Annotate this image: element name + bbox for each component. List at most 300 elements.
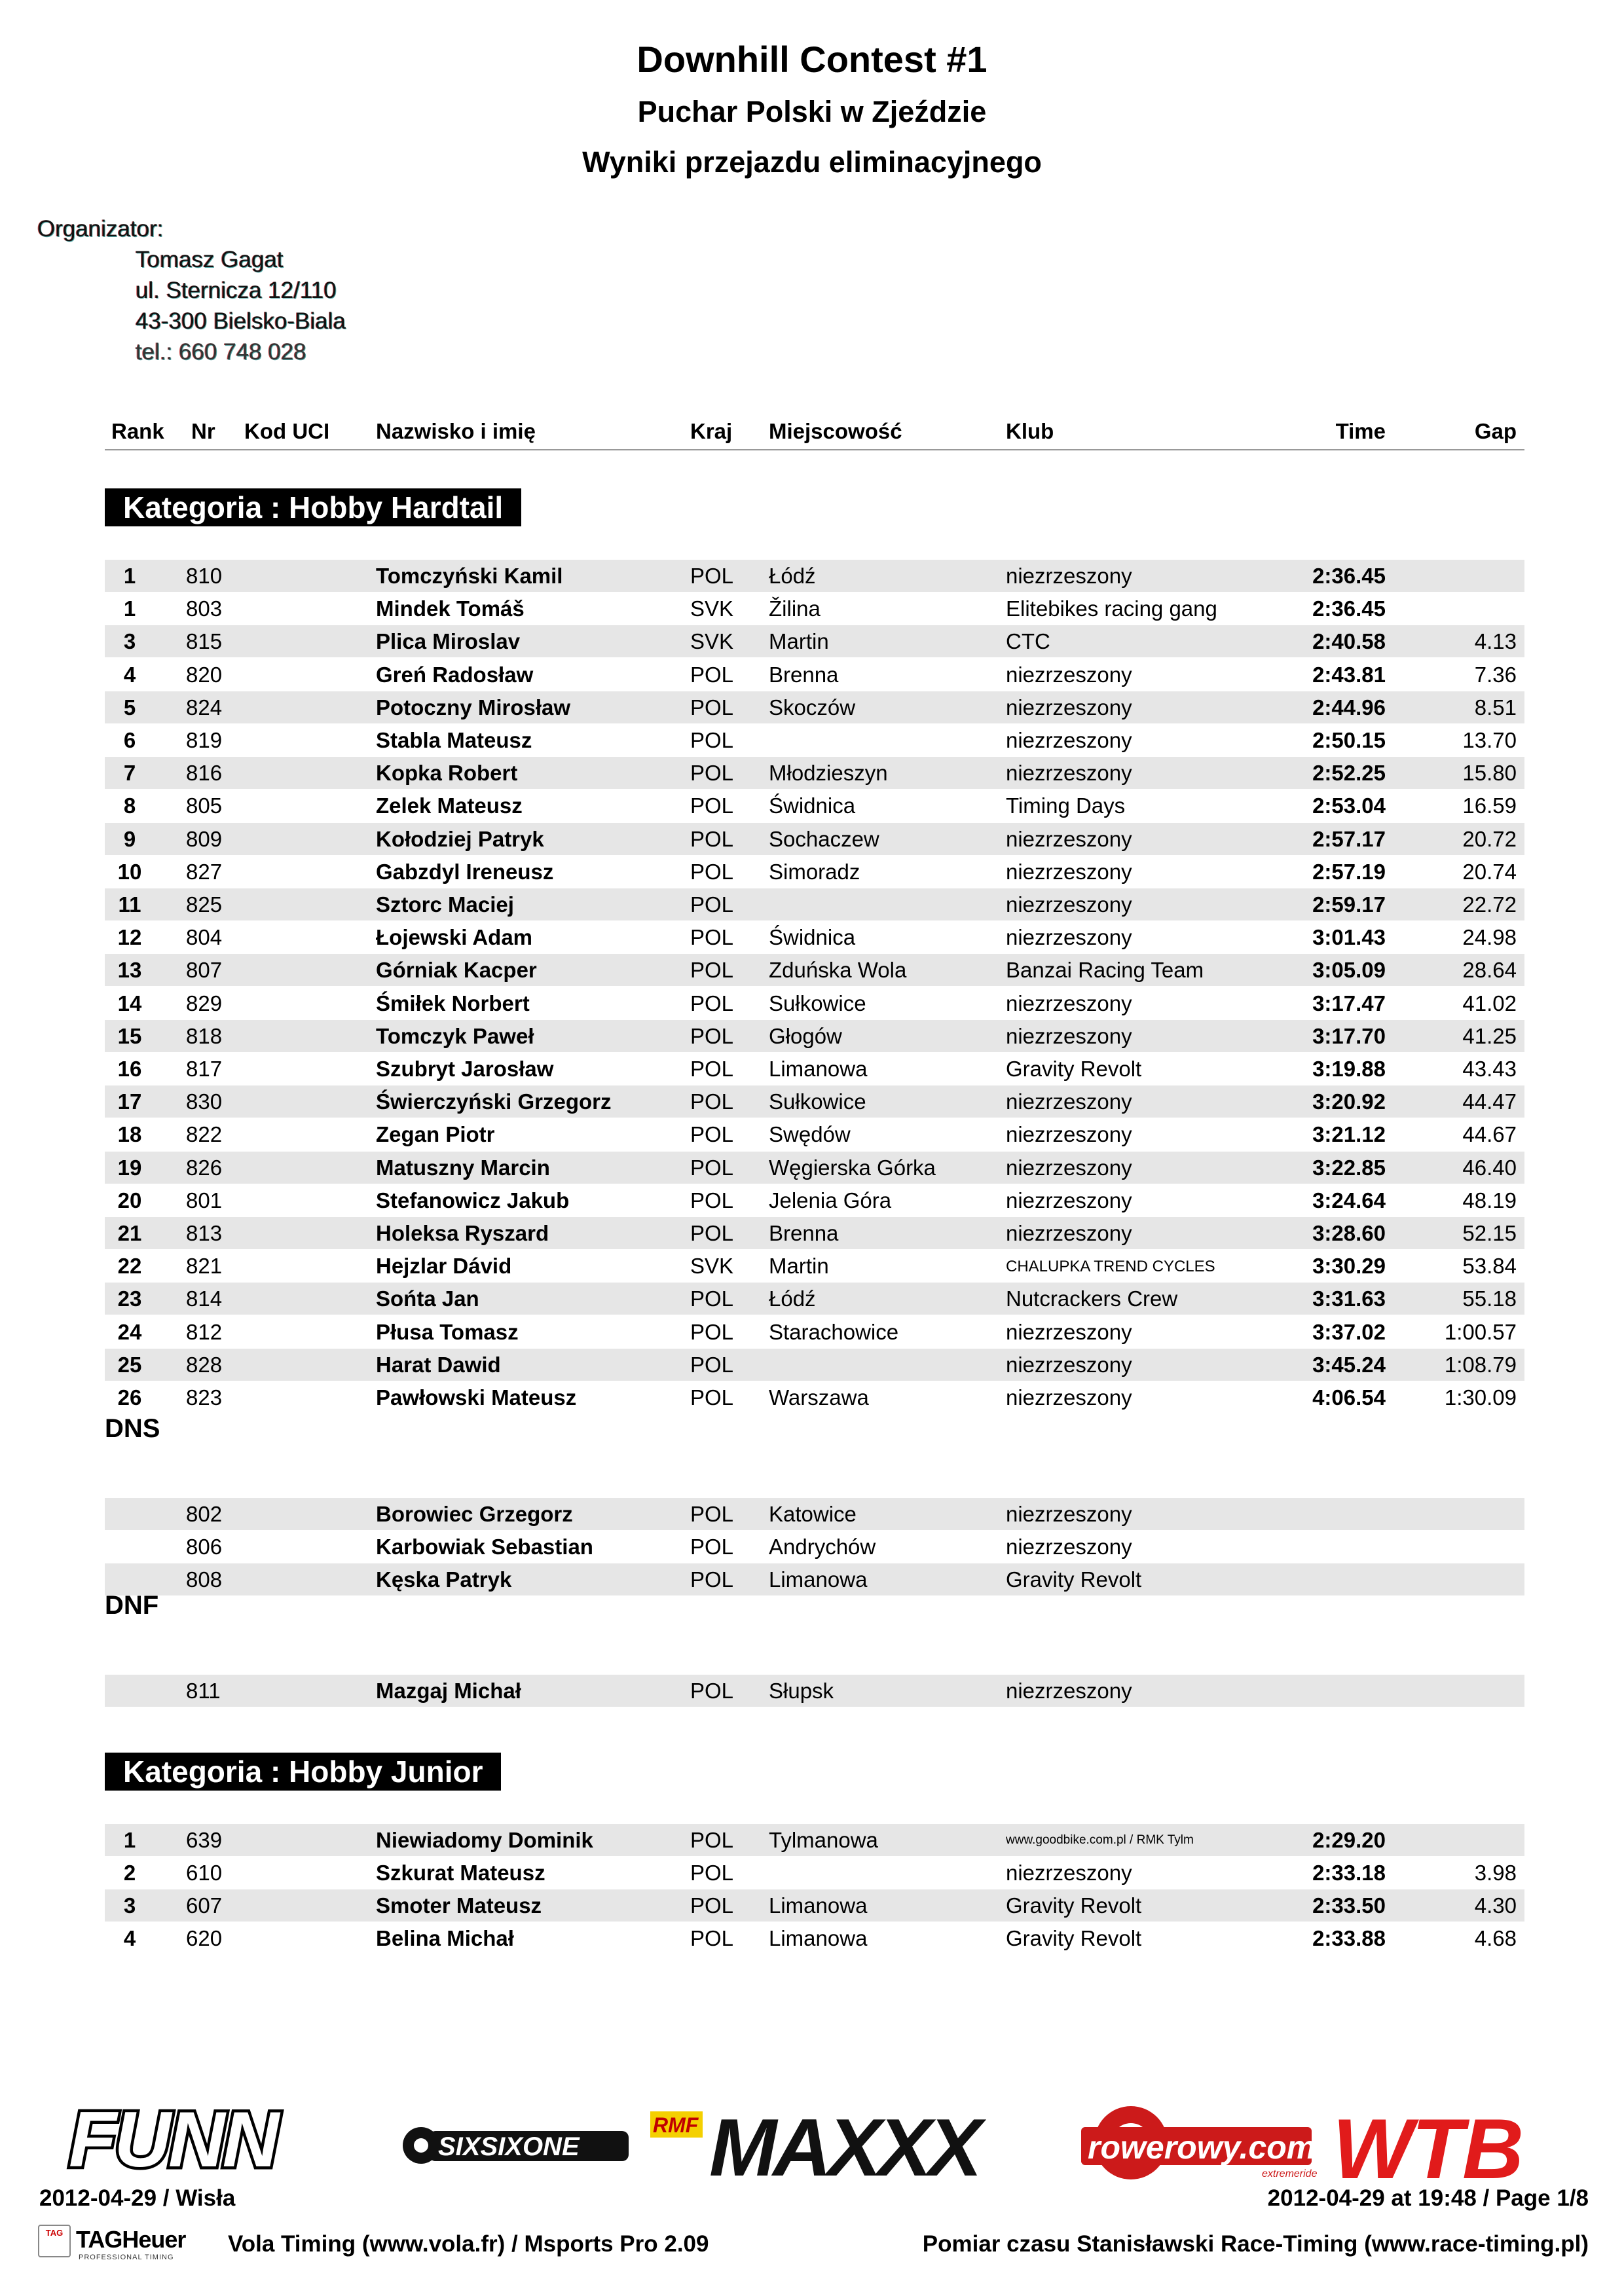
name-cell: Holeksa Ryszard (376, 1221, 549, 1245)
city-cell: Świdnica (769, 925, 856, 950)
nr-cell: 823 (186, 1385, 223, 1410)
gap-cell: 46.40 (1462, 1155, 1517, 1180)
city-cell: Sułkowice (769, 1089, 866, 1114)
country-cell: POL (690, 1861, 734, 1885)
name-cell: Plica Miroslav (376, 629, 521, 654)
funn-logo (69, 2098, 281, 2183)
country-cell: POL (690, 1352, 734, 1377)
country-cell: POL (690, 1155, 734, 1180)
table-row (105, 1118, 1524, 1150)
time-cell: 3:17.47 (1312, 991, 1386, 1015)
name-cell: Hejzlar Dávid (376, 1254, 512, 1279)
rank-cell: 17 (117, 1089, 142, 1114)
country-cell: SVK (690, 1254, 734, 1279)
category-hardtail-title: Kategoria : Hobby Hardtail (105, 488, 521, 526)
gap-cell: 52.15 (1462, 1221, 1517, 1245)
country-cell: POL (690, 925, 734, 950)
name-cell: Śmiłek Norbert (376, 991, 530, 1015)
rank-cell: 12 (117, 925, 142, 950)
col-city: Miejscowość (769, 419, 902, 443)
rank-cell: 19 (117, 1155, 142, 1180)
nr-cell: 805 (186, 793, 223, 818)
country-cell: POL (690, 1385, 734, 1410)
country-cell: POL (690, 1926, 734, 1950)
table-row (105, 1889, 1524, 1922)
time-cell: 3:22.85 (1312, 1155, 1386, 1180)
rank-cell: 25 (117, 1352, 142, 1377)
club-cell: Gravity Revolt (1006, 1926, 1142, 1950)
rank-cell: 6 (123, 728, 136, 752)
club-cell: niezrzeszony (1006, 859, 1132, 884)
table-row (105, 888, 1524, 920)
table-row (105, 1675, 1524, 1707)
club-cell: niezrzeszony (1006, 1352, 1132, 1377)
country-cell: SVK (690, 596, 734, 621)
name-cell: Tomczyński Kamil (376, 564, 563, 588)
nr-cell: 620 (186, 1926, 223, 1950)
table-row (105, 987, 1524, 1019)
col-time: Time (1335, 419, 1386, 443)
time-cell: 3:01.43 (1312, 925, 1386, 950)
country-cell: POL (690, 1502, 734, 1526)
name-cell: Zelek Mateusz (376, 793, 523, 818)
time-cell: 2:29.20 (1312, 1828, 1386, 1852)
col-name: Nazwisko i imię (376, 419, 536, 443)
time-cell: 3:20.92 (1312, 1089, 1386, 1114)
nr-cell: 828 (186, 1352, 223, 1377)
name-cell: Zegan Piotr (376, 1122, 495, 1147)
country-cell: POL (690, 1221, 734, 1245)
city-cell: Sułkowice (769, 991, 866, 1015)
club-cell: www.goodbike.com.pl / RMK Tylm (1006, 1833, 1194, 1847)
time-cell: 4:06.54 (1312, 1385, 1386, 1410)
gap-cell: 3.98 (1474, 1861, 1517, 1885)
svg-text:MAXXX: MAXXX (709, 2103, 978, 2183)
club-cell: Elitebikes racing gang (1006, 596, 1217, 621)
time-cell: 3:05.09 (1312, 958, 1386, 983)
city-cell: Starachowice (769, 1319, 899, 1344)
club-cell: niezrzeszony (1006, 892, 1132, 917)
gap-cell: 53.84 (1462, 1254, 1517, 1279)
tagheuer-subtitle: PROFESSIONAL TIMING (79, 2253, 174, 2261)
table-row (105, 954, 1524, 986)
rank-cell: 4 (123, 1926, 136, 1950)
name-cell: Szubryt Jarosław (376, 1057, 554, 1081)
nr-cell: 815 (186, 629, 223, 654)
nr-cell: 818 (186, 1023, 223, 1048)
city-cell: Słupsk (769, 1679, 834, 1703)
table-row (105, 1498, 1524, 1530)
organizer-city: 43-300 Bielsko-Biala (136, 308, 346, 334)
gap-cell: 4.30 (1474, 1893, 1517, 1918)
rank-cell: 24 (117, 1319, 142, 1344)
club-cell: niezrzeszony (1006, 925, 1132, 950)
organizer-street: ul. Sternicza 12/110 (136, 278, 337, 303)
table-row (105, 1349, 1524, 1381)
city-cell: Brenna (769, 1221, 839, 1245)
club-cell: niezrzeszony (1006, 728, 1132, 752)
nr-cell: 808 (186, 1567, 223, 1592)
club-cell: Gravity Revolt (1006, 1057, 1142, 1081)
name-cell: Stabla Mateusz (376, 728, 532, 752)
table-row (105, 757, 1524, 789)
rank-cell: 1 (123, 596, 136, 621)
time-cell: 2:33.18 (1312, 1861, 1386, 1885)
time-cell: 3:30.29 (1312, 1254, 1386, 1279)
sponsor-logos (62, 2098, 1588, 2183)
nr-cell: 830 (186, 1089, 223, 1114)
svg-text:FUNN: FUNN (69, 2098, 277, 2183)
country-cell: POL (690, 1188, 734, 1212)
gap-cell: 24.98 (1462, 925, 1517, 950)
col-nr: Nr (191, 419, 215, 443)
gap-cell: 16.59 (1462, 793, 1517, 818)
city-cell: Limanowa (769, 1926, 868, 1950)
club-cell: Banzai Racing Team (1006, 958, 1204, 983)
gap-cell: 20.74 (1462, 859, 1517, 884)
club-cell: CTC (1006, 629, 1050, 654)
club-cell: niezrzeszony (1006, 1089, 1132, 1114)
time-cell: 2:44.96 (1312, 695, 1386, 720)
name-cell: Płusa Tomasz (376, 1319, 519, 1344)
city-cell: Simoradz (769, 859, 860, 884)
table-row (105, 790, 1524, 822)
page-subtitle: Puchar Polski w Zjeździe (637, 95, 987, 128)
table-row (105, 1020, 1524, 1052)
tagheuer-shield-icon: TAG (38, 2225, 71, 2257)
table-row (105, 823, 1524, 855)
gap-cell: 41.02 (1462, 991, 1517, 1015)
name-cell: Tomczyk Paweł (376, 1023, 534, 1048)
time-cell: 3:21.12 (1312, 1122, 1386, 1147)
club-cell: niezrzeszony (1006, 1319, 1132, 1344)
rank-cell: 1 (123, 1828, 136, 1852)
club-cell: Nutcrackers Crew (1006, 1286, 1178, 1311)
club-cell: niezrzeszony (1006, 1535, 1132, 1559)
column-header (105, 414, 1524, 450)
club-cell: niezrzeszony (1006, 662, 1132, 687)
name-cell: Matuszny Marcin (376, 1155, 550, 1180)
name-cell: Potoczny Mirosław (376, 695, 571, 720)
name-cell: Kopka Robert (376, 761, 518, 786)
city-cell: Warszawa (769, 1385, 869, 1410)
sixsixone-logo (403, 2127, 629, 2164)
club-cell: Timing Days (1006, 793, 1126, 818)
club-cell: Gravity Revolt (1006, 1893, 1142, 1918)
rank-cell: 14 (117, 991, 142, 1015)
country-cell: POL (690, 662, 734, 687)
country-cell: POL (690, 1893, 734, 1918)
country-cell: POL (690, 1535, 734, 1559)
col-uci: Kod UCI (244, 419, 330, 443)
rank-cell: 8 (123, 793, 136, 818)
table-row (105, 1085, 1524, 1118)
gap-cell: 44.67 (1462, 1122, 1517, 1147)
club-cell: niezrzeszony (1006, 695, 1132, 720)
nr-cell: 802 (186, 1502, 223, 1526)
time-cell: 2:33.88 (1312, 1926, 1386, 1950)
gap-cell: 13.70 (1462, 728, 1517, 752)
club-cell: niezrzeszony (1006, 761, 1132, 786)
country-cell: POL (690, 761, 734, 786)
organizer-phone: tel.: 660 748 028 (136, 339, 306, 365)
table-row (105, 592, 1524, 625)
nr-cell: 816 (186, 761, 223, 786)
city-cell: Limanowa (769, 1893, 868, 1918)
gap-cell: 1:00.57 (1444, 1319, 1517, 1344)
city-cell: Świdnica (769, 793, 856, 818)
country-cell: POL (690, 1286, 734, 1311)
country-cell: POL (690, 1828, 734, 1852)
name-cell: Gabzdyl Ireneusz (376, 859, 554, 884)
country-cell: POL (690, 1089, 734, 1114)
name-cell: Sońta Jan (376, 1286, 479, 1311)
city-cell: Łódź (769, 1286, 816, 1311)
table-row (105, 1857, 1524, 1889)
nr-cell: 821 (186, 1254, 223, 1279)
nr-cell: 829 (186, 991, 223, 1015)
table-row (105, 1283, 1524, 1315)
name-cell: Mindek Tomáš (376, 596, 525, 621)
gap-cell: 44.47 (1462, 1089, 1517, 1114)
city-cell: Tylmanowa (769, 1828, 878, 1852)
country-cell: POL (690, 1122, 734, 1147)
nr-cell: 812 (186, 1319, 223, 1344)
name-cell: Szkurat Mateusz (376, 1861, 545, 1885)
club-cell: niezrzeszony (1006, 1122, 1132, 1147)
gap-cell: 8.51 (1474, 695, 1517, 720)
club-cell: niezrzeszony (1006, 1502, 1132, 1526)
country-cell: POL (690, 1057, 734, 1081)
page-subtitle-2: Wyniki przejazdu eliminacyjnego (582, 145, 1042, 179)
club-cell: niezrzeszony (1006, 1385, 1132, 1410)
nr-cell: 801 (186, 1188, 223, 1212)
time-cell: 2:43.81 (1312, 662, 1386, 687)
table-row (105, 724, 1524, 756)
table-row (105, 625, 1524, 657)
nr-cell: 822 (186, 1122, 223, 1147)
organizer-name: Tomasz Gagat (136, 247, 284, 272)
rank-cell: 2 (123, 1861, 136, 1885)
gap-cell: 4.13 (1474, 629, 1517, 654)
name-cell: Belina Michał (376, 1926, 514, 1950)
rank-cell: 26 (117, 1385, 142, 1410)
club-cell: CHALUPKA TREND CYCLES (1006, 1258, 1215, 1276)
rank-cell: 3 (123, 1893, 136, 1918)
name-cell: Sztorc Maciej (376, 892, 514, 917)
country-cell: POL (690, 826, 734, 851)
table-row (105, 856, 1524, 888)
name-cell: Kołodziej Patryk (376, 826, 544, 851)
city-cell: Brenna (769, 662, 839, 687)
table-row (105, 1152, 1524, 1184)
col-club: Klub (1006, 419, 1054, 443)
name-cell: Borowiec Grzegorz (376, 1502, 573, 1526)
nr-cell: 826 (186, 1155, 223, 1180)
gap-cell: 1:08.79 (1444, 1352, 1517, 1377)
table-row (105, 691, 1524, 723)
table-row (105, 1250, 1524, 1282)
gap-cell: 20.72 (1462, 826, 1517, 851)
gap-cell: 41.25 (1462, 1023, 1517, 1048)
country-cell: POL (690, 564, 734, 588)
table-row (105, 1922, 1524, 1954)
nr-cell: 827 (186, 859, 223, 884)
city-cell: Skoczów (769, 695, 856, 720)
city-cell: Katowice (769, 1502, 857, 1526)
rank-cell: 7 (123, 761, 136, 786)
club-cell: niezrzeszony (1006, 1155, 1132, 1180)
name-cell: Górniak Kacper (376, 958, 537, 983)
club-cell: niezrzeszony (1006, 1023, 1132, 1048)
name-cell: Harat Dawid (376, 1352, 501, 1377)
maxxx-logo (709, 2103, 986, 2183)
nr-cell: 807 (186, 958, 223, 983)
nr-cell: 803 (186, 596, 223, 621)
table-row (105, 1217, 1524, 1249)
dnf-label: DNF (105, 1591, 159, 1620)
svg-text:extremeride: extremeride (1262, 2168, 1318, 2179)
rank-cell: 21 (117, 1221, 142, 1245)
city-cell: Limanowa (769, 1057, 868, 1081)
name-cell: Pawłowski Mateusz (376, 1385, 577, 1410)
name-cell: Mazgaj Michał (376, 1679, 521, 1703)
city-cell: Głogów (769, 1023, 842, 1048)
gap-cell: 28.64 (1462, 958, 1517, 983)
club-cell: niezrzeszony (1006, 991, 1132, 1015)
name-cell: Łojewski Adam (376, 925, 533, 950)
nr-cell: 824 (186, 695, 223, 720)
table-row (105, 1563, 1524, 1595)
city-cell: Węgierska Górka (769, 1155, 936, 1180)
name-cell: Smoter Mateusz (376, 1893, 542, 1918)
time-cell: 2:53.04 (1312, 793, 1386, 818)
time-cell: 3:24.64 (1312, 1188, 1386, 1212)
time-cell: 3:37.02 (1312, 1319, 1386, 1344)
rank-cell: 9 (123, 826, 136, 851)
gap-cell: 1:30.09 (1444, 1385, 1517, 1410)
time-cell: 2:36.45 (1312, 564, 1386, 588)
dns-label: DNS (105, 1414, 160, 1443)
country-cell: POL (690, 1567, 734, 1592)
name-cell: Stefanowicz Jakub (376, 1188, 570, 1212)
wtb-logo (1333, 2101, 1522, 2183)
tagheuer-logo: TAGHeuer (76, 2226, 186, 2253)
time-cell: 3:17.70 (1312, 1023, 1386, 1048)
svg-text:WTB: WTB (1333, 2101, 1522, 2183)
rank-cell: 23 (117, 1286, 142, 1311)
rank-cell: 15 (117, 1023, 142, 1048)
city-cell: Žilina (769, 596, 821, 621)
club-cell: niezrzeszony (1006, 1188, 1132, 1212)
nr-cell: 607 (186, 1893, 223, 1918)
nr-cell: 817 (186, 1057, 223, 1081)
city-cell: Zduńska Wola (769, 958, 907, 983)
rowerowy-logo (1081, 2106, 1318, 2179)
country-cell: SVK (690, 629, 734, 654)
country-cell: POL (690, 892, 734, 917)
col-rank: Rank (111, 419, 164, 443)
country-cell: POL (690, 728, 734, 752)
nr-cell: 806 (186, 1535, 223, 1559)
svg-text:SIXSIXONE: SIXSIXONE (438, 2132, 580, 2161)
nr-cell: 639 (186, 1828, 223, 1852)
table-row (105, 1316, 1524, 1348)
city-cell: Młodzieszyn (769, 761, 888, 786)
time-cell: 2:59.17 (1312, 892, 1386, 917)
time-cell: 2:33.50 (1312, 1893, 1386, 1918)
table-row (105, 1824, 1524, 1856)
nr-cell: 813 (186, 1221, 223, 1245)
organizer-label: Organizator: (37, 216, 164, 242)
city-cell: Swędów (769, 1122, 851, 1147)
gap-cell: 15.80 (1462, 761, 1517, 786)
footer-software: Vola Timing (www.vola.fr) / Msports Pro 2.09 (228, 2231, 709, 2257)
name-cell: Karbowiak Sebastian (376, 1535, 593, 1559)
time-cell: 2:57.17 (1312, 826, 1386, 851)
table-row (105, 1531, 1524, 1563)
nr-cell: 610 (186, 1861, 223, 1885)
rank-cell: 5 (123, 695, 136, 720)
category-junior-title: Kategoria : Hobby Junior (105, 1753, 501, 1791)
country-cell: POL (690, 695, 734, 720)
nr-cell: 811 (186, 1679, 221, 1703)
gap-cell: 43.43 (1462, 1057, 1517, 1081)
table-row (105, 1184, 1524, 1216)
nr-cell: 820 (186, 662, 223, 687)
rank-cell: 13 (117, 958, 142, 983)
gap-cell: 48.19 (1462, 1188, 1517, 1212)
city-cell: Martin (769, 629, 829, 654)
table-row (105, 921, 1524, 953)
table-row (105, 560, 1524, 592)
name-cell: Niewiadomy Dominik (376, 1828, 593, 1852)
club-cell: niezrzeszony (1006, 826, 1132, 851)
time-cell: 2:40.58 (1312, 629, 1386, 654)
city-cell: Limanowa (769, 1567, 868, 1592)
name-cell: Kęska Patryk (376, 1567, 512, 1592)
time-cell: 3:19.88 (1312, 1057, 1386, 1081)
club-cell: Gravity Revolt (1006, 1567, 1142, 1592)
country-cell: POL (690, 991, 734, 1015)
country-cell: POL (690, 793, 734, 818)
gap-cell: 55.18 (1462, 1286, 1517, 1311)
nr-cell: 814 (186, 1286, 223, 1311)
city-cell: Martin (769, 1254, 829, 1279)
footer-page-info: 2012-04-29 at 19:48 / Page 1/8 (1267, 2185, 1589, 2211)
gap-cell: 4.68 (1474, 1926, 1517, 1950)
city-cell: Jelenia Góra (769, 1188, 892, 1212)
rank-cell: 20 (117, 1188, 142, 1212)
time-cell: 3:31.63 (1312, 1286, 1386, 1311)
footer-date-place: 2012-04-29 / Wisła (39, 2185, 236, 2211)
club-cell: niezrzeszony (1006, 1221, 1132, 1245)
club-cell: niezrzeszony (1006, 1861, 1132, 1885)
time-cell: 2:57.19 (1312, 859, 1386, 884)
rank-cell: 3 (123, 629, 136, 654)
time-cell: 2:50.15 (1312, 728, 1386, 752)
country-cell: POL (690, 859, 734, 884)
table-row (105, 1381, 1524, 1413)
time-cell: 2:52.25 (1312, 761, 1386, 786)
rank-cell: 22 (117, 1254, 142, 1279)
nr-cell: 819 (186, 728, 223, 752)
rank-cell: 10 (117, 859, 142, 884)
table-row (105, 1053, 1524, 1085)
country-cell: POL (690, 1679, 734, 1703)
name-cell: Greń Radosław (376, 662, 534, 687)
nr-cell: 804 (186, 925, 223, 950)
